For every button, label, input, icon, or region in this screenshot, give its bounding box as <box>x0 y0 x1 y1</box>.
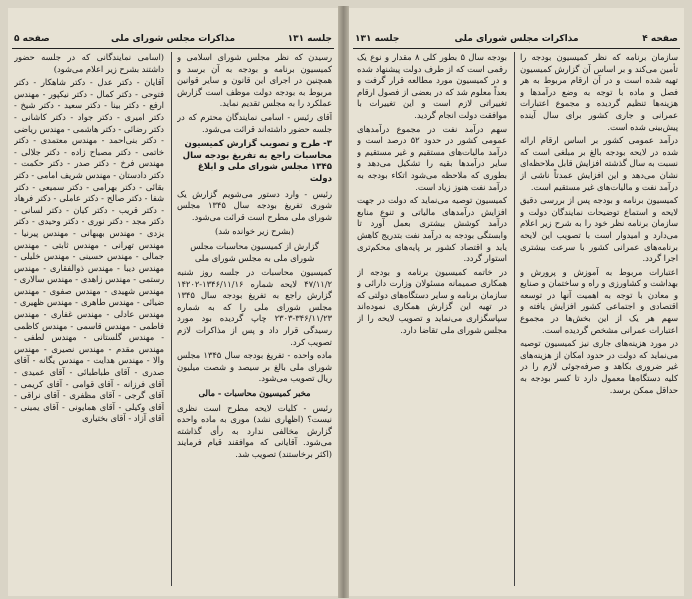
section-heading: ۳- طرح و تصویب گزارش کمیسیون محاسبات راجع به تفریغ بودجه سال ۱۳۴۵ مجلس شورای ملی و ابلاغ دولت <box>182 139 332 184</box>
paragraph: در مورد هزینه‌های جاری نیز کمیسیون توصیه می‌نماید که دولت در حدود امکان از هزینه‌های غیر ضروری بکاهد و صرفه‌جوئی لازم را در کلیه دستگاه‌ها معمول دارد تا کسر بودجه به حداقل ممکن برسد. <box>520 338 678 395</box>
paragraph: کمیسیون برنامه و بودجه پس از بررسی دقیق لایحه و استماع توضیحات نمایندگان دولت و سازمان برنامه نظر خود را به شرح زیر اعلام می‌دارد و امیدوار است با تصویب این لایحه برنامه‌های عمرانی کشور با سرعت بیشتری اجرا گردد. <box>520 195 678 264</box>
left-page-number: صفحه ۵ <box>14 34 50 44</box>
paragraph: درآمد عمومی کشور بر اساس ارقام ارائه شده در لایحه بودجه بالغ بر مبلغی است که نسبت به سال گذشته افزایش قابل ملاحظه‌ای نشان می‌دهد و این افزایش عمدتاً ناشی از درآمد نفت و مالیات‌های غیر مستقیم است. <box>520 135 678 192</box>
report-title: گزارش از کمیسیون محاسبات مجلس شورای ملی به مجلس شورای ملی <box>190 240 319 263</box>
paragraph: در خاتمه کمیسیون برنامه و بودجه از همکاری صمیمانه مسئولان وزارت دارائی و سازمان برنامه و سایر دستگاه‌های دولتی که در تهیه این گزارش همکاری نموده‌اند سپاسگزاری می‌نماید و تصویب لایحه را از مجلس شورای ملی تقاضا دارد. <box>357 266 507 335</box>
book-gutter <box>338 6 349 598</box>
paragraph: سازمان برنامه که نظر کمیسیون بودجه را تأمین می‌کند و بر اساس آن گزارش کمیسیون تهیه شده است و در آن ارقام مربوط به هر فصل و ماده با توجه به وضع درآمدها و هزینه‌ها تنظیم گردیده و مجموع اعتبارات عمرانی و جاری کشور برای سال آینده پیش‌بینی شده است. <box>520 52 678 132</box>
column-divider <box>514 52 515 586</box>
paragraph: اعتبارات مربوط به آموزش و پرورش و بهداشت و کشاورزی و راه و ساختمان و صنایع و معادن با توجه به اهمیت آنها در توسعه اقتصادی و اجتماعی کشور افزایش یافته و سهم هر یک از این بخش‌ها در مجموع اعتبارات عمرانی مشخص گردیده است. <box>520 266 678 335</box>
right-page-left-column <box>357 52 507 588</box>
signature: مخبر کمیسیون محاسبات - مالی <box>198 388 311 399</box>
article: ماده واحده - تفریغ بودجه سال ۱۳۴۵ مجلس شورای ملی بالغ بر سیصد و شصت میلیون ریال تصویب می‌شود. <box>177 350 332 384</box>
attendee-list: آقایان - دکتر عدل - دکتر شاهکار - دکتر فتوحی - دکتر کمال - دکتر نیکپور - مهندس ارفع - دکتر بینا - دکتر سعید - دکتر شیخ - دکتر امیری - دکتر جواد - دکتر کاشانی - دکتر رضائی - دکتر هاشمی - مهندس ریاضی - دکتر بنی‌احمد - مهندس معتمدی - دکتر خاتمی - دکتر مصباح زاده - دکتر جلالی - مهندس فرخ - دکتر صدر - دکتر حکمت - دکتر دادستان - مهندس شریف امامی - دکتر بقائی - دکتر بهرامی - دکتر سمیعی - دکتر شفا - دکتر صالح - دکتر عاملی - دکتر فرهاد - دکتر قریب - دکتر کیان - دکتر لسانی - دکتر مجد - دکتر نوری - دکتر وحیدی - دکتر یزدی - مهندس بهبهانی - مهندس پیرنیا - مهندس تهرانی - مهندس ثابتی - مهندس جمالی - مهندس حسینی - مهندس خلیلی - مهندس دیبا - مهندس ذوالفقاری - مهندس رستمی - مهندس زاهدی - مهندس سالاری - مهندس شهیدی - مهندس صفوی - مهندس ضیائی - مهندس طاهری - مهندس ظهیری - مهندس عادلی - مهندس غفاری - مهندس فاطمی - مهندس قاسمی - مهندس کاظمی - مهندس گلستانی - مهندس لطفی - مهندس مقدم - مهندس نصیری - مهندس والا - مهندس هدایت - مهندس یگانه - آقای صدری - آقای طباطبائی - آقای عمیدی - آقای فرزانه - آقای قوامی - آقای کریمی - آقای گرجی - آقای مظفری - آقای نراقی - آقای وکیلی - آقای همایونی - آقای یمینی - آقای آزاد - آقای بختیاری <box>14 77 164 424</box>
left-page <box>8 8 338 596</box>
paragraph: (اسامی نمایندگانی که در جلسه حضور داشتند بشرح زیر اعلام می‌شود) <box>14 52 164 74</box>
left-page-right-column <box>177 52 332 588</box>
paragraph: بودجه سال ۵ بطور کلی ۸ مقدار و نوع یک رقمی است که از طرف دولت پیشنهاد شده و در کمیسیون مورد مطالعه قرار گرفت و بعداً معلوم شد که در بعضی از فصول ارقام تغییراتی لازم است و این تغییرات با موافقت دولت انجام گردید. <box>357 52 507 120</box>
note: (بشرح زیر خوانده شد) <box>215 226 294 237</box>
paragraph: سهم درآمد نفت در مجموع درآمدهای عمومی کشور در حدود ۵۲ درصد است و درآمد مالیات‌های مستقیم و غیر مستقیم و سایر درآمدها بقیه را تشکیل می‌دهد و بطوری که ملاحظه می‌شود اتکاء بودجه به درآمد نفت هنوز زیاد است. <box>357 123 507 192</box>
left-page-session: جلسه ۱۳۱ <box>287 34 332 44</box>
column-divider <box>171 52 172 586</box>
right-page-right-column <box>520 52 678 588</box>
paragraph: رئیس - کلیات لایحه مطرح است نظری نیست؟ (اظهاری نشد) موری به ماده واحده گزارش مخالفی ندارد به رأی گذاشته می‌شود. آقایانی که موافقند قیام فرمایند (اکثر برخاستند) تصویب شد. <box>177 402 332 459</box>
left-page-header <box>12 32 334 49</box>
left-page-left-column <box>14 52 164 588</box>
paragraph: رسیدن که نظر مجلس شورای اسلامی و کمیسیون برنامه و بودجه به آن برسد و همچنین در اجرای این قانون و سایر قوانین مربوط به بودجه دولت موظف است گزارش عملکرد را به مجلس تقدیم نماید. <box>177 52 332 109</box>
paragraph: رئیس - وارد دستور می‌شویم گزارش یک شوری تفریغ بودجه سال ۱۳۴۵ مجلس شورای ملی مطرح است قرائت می‌شود. <box>177 188 332 222</box>
paragraph: کمیسیون توصیه می‌نماید که دولت در جهت افزایش درآمدهای مالیاتی و تنوع منابع درآمد کوشش بیشتری بعمل آورد تا وابستگی بودجه به درآمد نفت بتدریج کاهش یابد و اقتصاد کشور بر پایه‌های محکم‌تری استوار گردد. <box>357 195 507 264</box>
left-page-title: مذاکرات مجلس شورای ملی <box>110 34 236 44</box>
paragraph: کمیسیون محاسبات در جلسه روز شنبه ۴۷/۱۱/۲ لایحه شماره ۱۳۴۶/۱۱/۱۶-۱۴۲۰۲ گزارش راجع به تفریغ بودجه سال ۱۳۴۵ مجلس شورای ملی را که به شماره ۳۴۶/۱۱/۲۳-۲۳۰۳ چاپ گردیده بود مورد رسیدگی قرار داد و پس از مذاکرات لازم تصویب کرد. <box>177 267 332 347</box>
right-page-session: جلسه ۱۳۱ <box>355 34 400 44</box>
right-page-header <box>353 32 680 49</box>
right-page-number: صفحه ۴ <box>642 34 678 44</box>
right-page-title: مذاکرات مجلس شورای ملی <box>454 34 579 44</box>
right-page <box>349 8 684 596</box>
paragraph: آقای رئیس - اسامی نمایندگان محترم که در جلسه حضور داشته‌اند قرائت می‌شود. <box>177 111 332 134</box>
